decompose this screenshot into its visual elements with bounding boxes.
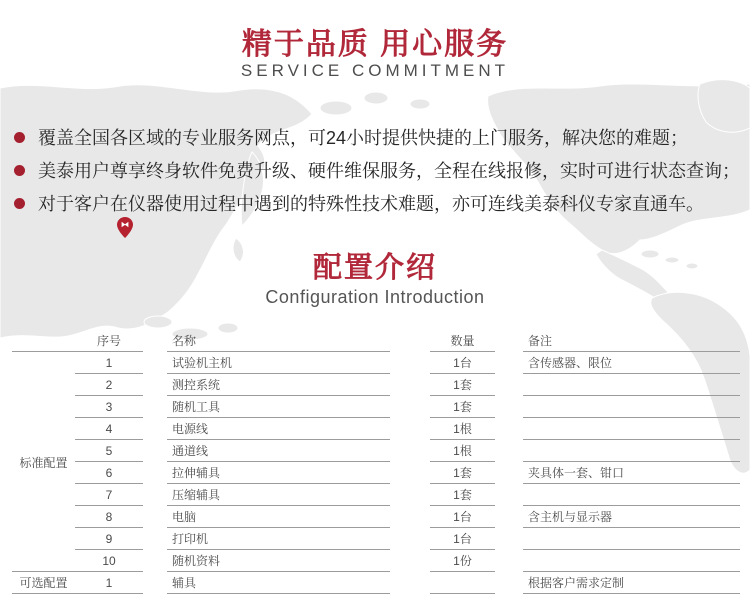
cell-seq: 3 xyxy=(75,396,143,418)
service-bullet-list xyxy=(0,128,750,227)
cell-name: 测控系统 xyxy=(167,374,390,396)
cell-notes xyxy=(523,374,740,396)
table-row-optional xyxy=(12,572,740,594)
cell-seq: 10 xyxy=(75,550,143,572)
cell-notes xyxy=(523,528,740,550)
cell-name: 辅具 xyxy=(167,572,390,594)
cell-seq: 4 xyxy=(75,418,143,440)
cell-name: 试验机主机 xyxy=(167,352,390,374)
cell-qty: 1根 xyxy=(430,418,495,440)
table-row xyxy=(12,374,740,396)
cell-notes xyxy=(523,396,740,418)
cell-notes: 含主机与显示器 xyxy=(523,506,740,528)
cell-seq: 8 xyxy=(75,506,143,528)
service-subtitle: SERVICE COMMITMENT xyxy=(240,61,510,80)
table-row xyxy=(12,484,740,506)
cell-name: 随机资料 xyxy=(167,550,390,572)
bullet-text: 对于客户在仪器使用过程中遇到的特殊性技术难题，亦可连线美泰科仪专家直通车。 xyxy=(38,194,704,214)
bullet-dot-icon xyxy=(14,198,25,209)
cell-seq: 9 xyxy=(75,528,143,550)
cell-qty: 1套 xyxy=(430,374,495,396)
section-label-optional: 可选配置 xyxy=(12,572,75,594)
table-row xyxy=(12,528,740,550)
cell-notes: 含传感器、限位 xyxy=(523,352,740,374)
cell-qty: 1套 xyxy=(430,396,495,418)
table-row xyxy=(12,506,740,528)
cell-qty: 1台 xyxy=(430,506,495,528)
location-pin-icon xyxy=(117,217,133,238)
bullet-dot-icon xyxy=(14,132,25,143)
cell-name: 电源线 xyxy=(167,418,390,440)
header-seq: 序号 xyxy=(75,330,143,352)
table-row xyxy=(12,550,740,572)
cell-name: 通道线 xyxy=(167,440,390,462)
header-qty: 数量 xyxy=(430,330,495,352)
configuration-subtitle: Configuration Introduction xyxy=(265,287,485,307)
configuration-table xyxy=(12,330,740,594)
cell-seq: 5 xyxy=(75,440,143,462)
configuration-title: 配置介绍 xyxy=(312,252,437,284)
bullet-text: 美泰用户尊享终身软件免费升级、硬件维保服务，全程在线报修，实时可进行状态查询； xyxy=(38,161,740,181)
service-title: 精于品质 用心服务 xyxy=(241,28,509,61)
service-bullet-item xyxy=(0,161,750,182)
cell-notes xyxy=(523,484,740,506)
cell-qty: 1份 xyxy=(430,550,495,572)
cell-notes xyxy=(523,440,740,462)
cell-name: 电脑 xyxy=(167,506,390,528)
cell-name: 随机工具 xyxy=(167,396,390,418)
cell-seq: 1 xyxy=(75,352,143,374)
cell-notes: 根据客户需求定制 xyxy=(523,572,740,594)
cell-qty: 1台 xyxy=(430,352,495,374)
table-row xyxy=(12,462,740,484)
cell-notes: 夹具体一套、钳口 xyxy=(523,462,740,484)
cell-qty: 1台 xyxy=(430,528,495,550)
cell-name: 打印机 xyxy=(167,528,390,550)
cell-qty xyxy=(430,572,495,594)
table-row xyxy=(12,440,740,462)
cell-seq: 2 xyxy=(75,374,143,396)
table-header-row xyxy=(12,330,740,352)
cell-qty: 1根 xyxy=(430,440,495,462)
cell-notes xyxy=(523,418,740,440)
header-name: 名称 xyxy=(167,330,390,352)
table-row xyxy=(12,396,740,418)
service-bullet-item xyxy=(0,128,750,149)
table-row xyxy=(12,418,740,440)
cell-name: 拉伸辅具 xyxy=(167,462,390,484)
section-label-standard: 标准配置 xyxy=(19,455,68,470)
cell-notes xyxy=(523,550,740,572)
header-section-cell xyxy=(12,330,75,352)
service-bullet-item xyxy=(0,194,750,215)
cell-seq: 6 xyxy=(75,462,143,484)
cell-seq: 7 xyxy=(75,484,143,506)
header-notes: 备注 xyxy=(523,330,740,352)
bullet-text: 覆盖全国各区域的专业服务网点，可24小时提供快捷的上门服务，解决您的难题； xyxy=(38,128,689,148)
cell-seq: 1 xyxy=(75,572,143,594)
cell-qty: 1套 xyxy=(430,462,495,484)
table-row xyxy=(12,352,740,374)
cell-name: 压缩辅具 xyxy=(167,484,390,506)
bullet-dot-icon xyxy=(14,165,25,176)
cell-qty: 1套 xyxy=(430,484,495,506)
